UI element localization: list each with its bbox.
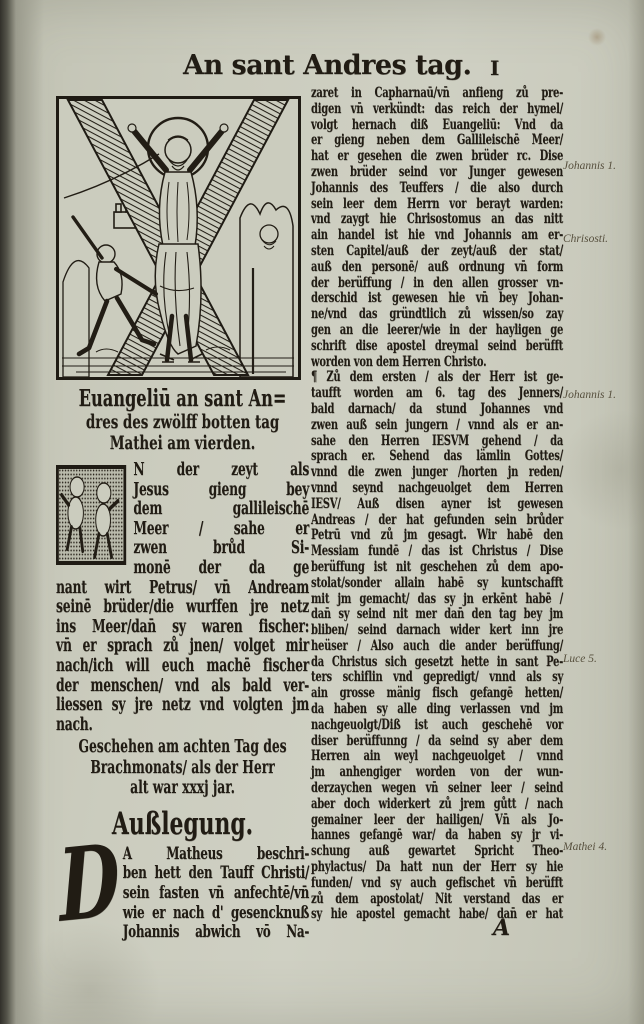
- text-line: Andreas / der hat gefunden sein brůder: [311, 511, 564, 528]
- text-line: aber doch widerkert zů jrem gůtt / nach: [311, 795, 564, 812]
- text-line: N der zeyt als: [133, 460, 310, 480]
- margin-note: Johannis 1.: [563, 389, 617, 401]
- text-line: zaret in Capharnaū/vn̄ anfieng zů pre-: [311, 85, 564, 101]
- text-line: Herren ain weyl nachgeuolget / vnnd: [311, 748, 564, 765]
- text-line: da haben sy alle ding verlassen vnd jm: [311, 701, 564, 718]
- text-line: taufft worden am 6. tag des Jenners/: [311, 385, 564, 402]
- text-line: Meer / sahe er: [133, 518, 310, 539]
- text-line: vnd zaygt hie Chrisostomus an das nitt: [311, 211, 564, 228]
- text-line: mit jm gemacht/ das sy jn erkēnt habē /: [311, 590, 564, 607]
- text-line: sprach er. Sehend das lämlin Gottes/: [311, 448, 564, 465]
- text-line: stolat/sonder allain habē sy kuntschafft: [311, 574, 564, 591]
- gospel-text: [56, 461, 309, 735]
- text-line: Johannis des Teuffers / die also durch: [311, 179, 564, 196]
- text-line: Johannis abwich vō Na-: [122, 922, 310, 943]
- text-line: A Matheus beschri-: [122, 843, 310, 864]
- text-line: Messiam fundē / das ist Christus / Dise: [311, 543, 564, 560]
- text-line: vnnd die zwen junger /horten jn reden/: [311, 464, 564, 481]
- gospel-heading: [56, 385, 309, 454]
- text-line: sten Capitel/auß der zeyt/auß der stat/: [311, 242, 564, 259]
- text-line: derzaychen wegen vn̄ seiner leer / seind: [311, 780, 564, 797]
- text-line: volgt hernach diß Euangeliū: Vnd da: [311, 116, 564, 133]
- text-line: Jesus gieng bey: [133, 479, 310, 500]
- text-line: Petrū vnd zů jm gesagt. Wir habē den: [311, 527, 564, 544]
- text-line: nant wirt Petrus/ vn̄ Andream: [56, 577, 310, 598]
- text-line: berüffung ist nit geschehen zů dem apo-: [311, 558, 564, 575]
- margin-note: Johannis 1.: [563, 160, 617, 172]
- gospel-heading-line: Euangeliū an sant An=: [78, 385, 287, 412]
- woodcut-st-andrew-martyrdom: [56, 96, 301, 380]
- gospel-closing: [56, 737, 309, 799]
- gospel-heading-line: Mathei am vierden.: [109, 432, 256, 454]
- text-line: schung auß gewartet Spricht Theo-: [311, 843, 564, 860]
- text-line: seinē brüder/die wurffen jre netz: [56, 597, 310, 618]
- text-line: sein leer dem Herrn vor berayt warden:: [311, 195, 564, 212]
- text-line: nachgeuolgt/Diß ist auch geschehē vor: [311, 716, 564, 733]
- margin-note: Mathei 4.: [563, 841, 608, 853]
- text-line: jm anhengiger worden von der wun-: [311, 764, 564, 781]
- text-line: gemainer leer der hailigen/ Vn̄ als Jo-: [311, 811, 564, 828]
- text-line: gen an die leerer/wie in der hayligen ge: [311, 321, 564, 338]
- text-line: nach/ich will euch machē fischer: [56, 655, 310, 676]
- text-line: dan̄ sy seind nit mer dan̄ den tag bey jm: [311, 606, 564, 623]
- text-line: ins Meer/dan̄ sy waren fischer:: [56, 616, 310, 637]
- right-column: [311, 86, 563, 923]
- decorative-initial-i: [56, 465, 126, 565]
- text-line: dem gallileischē: [133, 499, 310, 520]
- text-line: sy hie apostel gemacht habe/ dan̄ er hat: [311, 906, 564, 923]
- margin-note: Luce 5.: [563, 653, 597, 665]
- text-line: phylactus/ Da hatt nun der Herr sy hie: [311, 859, 564, 876]
- text-line: derschid ist gewesen hie vn̄ bey Johan-: [311, 290, 564, 307]
- calligraphic-initial-d: D: [56, 820, 123, 945]
- commentary-heading: Außlegung.: [111, 805, 254, 842]
- text-line: zů dem apostolat/ Nit verstand das er: [311, 890, 564, 907]
- text-line: hannes gefangē war/ da haben sy jr vi-: [311, 827, 564, 844]
- signature-mark: A: [493, 915, 511, 941]
- text-line: heüser / Also auch die ander berüffung/: [311, 637, 564, 654]
- text-line: vn̄ er sprach zů jnen/ volget mir: [56, 636, 310, 657]
- text-line: auß den personē/ auß ordnung vn̄ form: [311, 258, 564, 275]
- text-line: wie er nach d' gesencknuß: [122, 902, 310, 923]
- text-line: worden von dem Herren Christo.: [311, 353, 487, 370]
- page-edge-shadow: [628, 0, 644, 1024]
- binding-gutter-shadow: [0, 0, 44, 1024]
- text-line: bald darnach/ da stund Johannes vnd: [311, 400, 564, 417]
- text-line: IESV/ Auß disen ayner ist gewesen: [311, 495, 564, 512]
- text-line: ain handel ist hie vnd Johannis am er-: [311, 227, 564, 244]
- text-line: der berüffung / in den allen grosser vn-: [311, 274, 564, 291]
- text-line: ters schiflin vnd gepredigt/ vnnd als sy: [311, 669, 564, 686]
- text-line: sein fasten vn̄ anfechtē/vn̄: [122, 883, 310, 903]
- left-column: [56, 96, 309, 943]
- text-line: zwen auß sein jungern / vnnd als er an-: [311, 416, 564, 433]
- woodcut-image: [56, 96, 301, 380]
- text-line: schrift dise apostel dreymal seind berüfft: [311, 337, 564, 354]
- text-line: ¶ Zů dem ersten / als der Herr ist ge-: [311, 369, 564, 386]
- running-title: An sant Andres tag.: [183, 50, 472, 81]
- closing-line: Brachmonats/ als der Herr: [90, 757, 275, 778]
- text-line: zwen brüder seind vor Junger gewesen: [311, 163, 564, 180]
- text-line: ain grosse mänig fisch gefangē hetten/: [311, 685, 564, 702]
- text-line: bliben/ seind darnach wider kert inn jre: [311, 622, 564, 639]
- text-line: nach.: [56, 714, 93, 735]
- text-line: ben hett den Tauff Christi/: [122, 863, 310, 884]
- text-line: hat er gesehen die zwen brüder rc. Dise: [311, 148, 564, 165]
- text-line: monē der da ge: [133, 557, 310, 578]
- text-line: sahe den Herren IESVM gehend / da: [311, 432, 564, 449]
- text-line: da Christus sich gesetzt hette in sant Pe-: [311, 653, 564, 670]
- margin-note: Chrisosti.: [563, 233, 609, 245]
- text-line: der menschen/ vnd als bald ver-: [56, 675, 310, 696]
- closing-line: alt war xxxj jar.: [130, 778, 235, 799]
- text-line: ne/vnd das gründtlich zů wissen/so zay: [311, 306, 564, 323]
- text-line: liessen sy jre netz vnd volgten jm: [56, 695, 310, 716]
- gospel-heading-line: dres des zwölff botten tag: [85, 411, 280, 433]
- text-line: digen vn̄ verkündt: das reich der hymel/: [311, 100, 564, 117]
- text-line: diser berüffunng / da seind sy aber dem: [311, 732, 564, 749]
- folio-number: I: [490, 56, 500, 80]
- text-line: er gieng neben dem Gallileischē Meer/: [311, 132, 564, 149]
- text-line: funden/ vnd sy auch gefischet vn̄ berüfft: [311, 874, 564, 891]
- closing-line: Geschehen am achten Tag des: [78, 737, 287, 758]
- text-line: vnnd seynd nachgeuolget dem Herren: [311, 479, 564, 496]
- text-line: zwen brůd Si-: [133, 538, 310, 559]
